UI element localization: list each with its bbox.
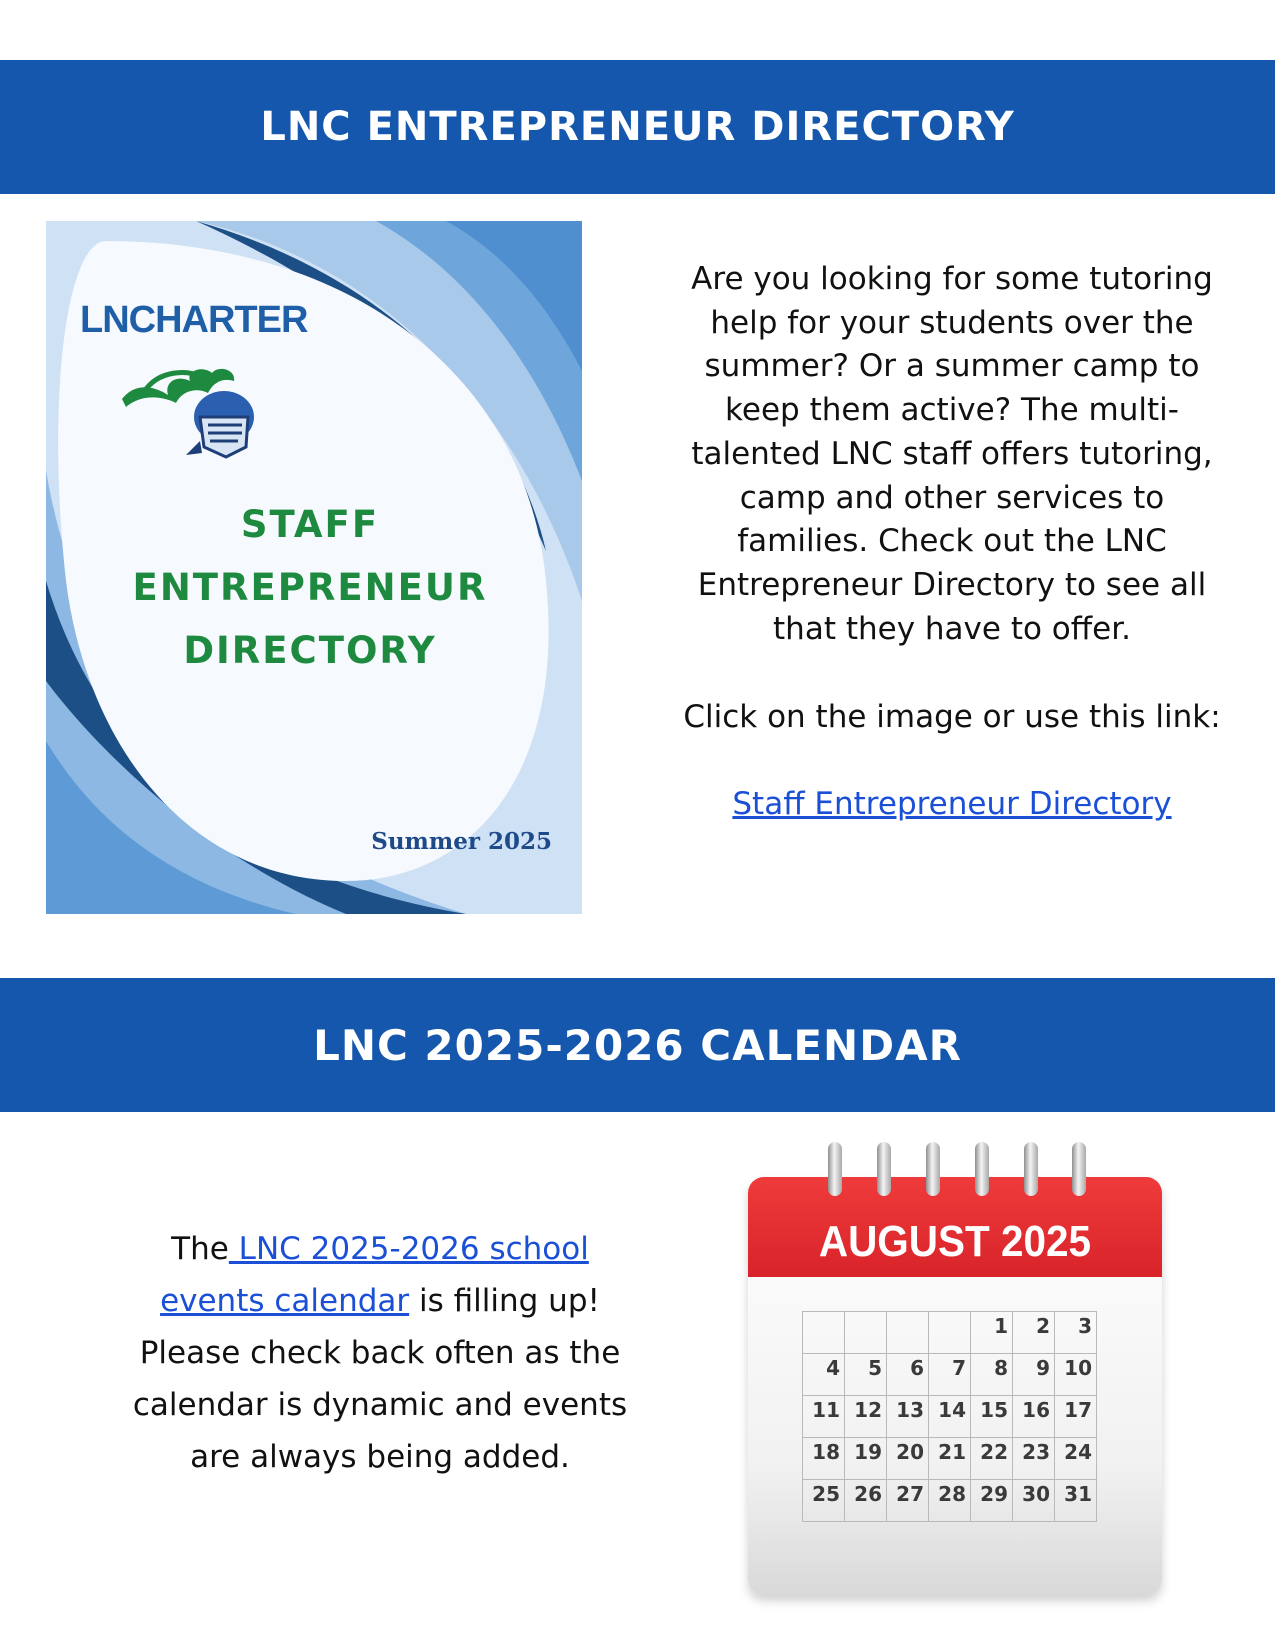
section-header-directory — [0, 60, 1275, 194]
directory-link-container — [672, 783, 1232, 826]
calendar-day-cell — [887, 1312, 929, 1354]
text-line: Please check back often as the — [139, 1335, 621, 1371]
calendar-graphic — [740, 1142, 1170, 1602]
text-line — [100, 1223, 660, 1275]
calendar-day-cell: 24 — [1055, 1438, 1097, 1480]
calendar-day-grid — [802, 1311, 1097, 1522]
calendar-day-cell: 27 — [887, 1480, 929, 1522]
calendar-day-cell: 6 — [887, 1354, 929, 1396]
binder-ring-icon — [828, 1142, 842, 1196]
calendar-day-cell: 4 — [803, 1354, 845, 1396]
calendar-day-cell: 18 — [803, 1438, 845, 1480]
text-line: camp and other services to — [739, 479, 1165, 516]
calendar-week-row — [803, 1312, 1097, 1354]
calendar-week-row — [803, 1396, 1097, 1438]
calendar-day-cell: 5 — [845, 1354, 887, 1396]
text-line: that they have to offer. — [773, 610, 1131, 647]
calendar-day-cell: 11 — [803, 1396, 845, 1438]
directory-description — [672, 258, 1232, 651]
knight-helmet-icon — [116, 351, 276, 461]
binder-ring-icon — [877, 1142, 891, 1196]
calendar-day-cell: 19 — [845, 1438, 887, 1480]
text-line: keep them active? The multi- — [725, 392, 1179, 429]
calendar-day-cell: 30 — [1013, 1480, 1055, 1522]
calendar-day-cell: 26 — [845, 1480, 887, 1522]
text-line: Are you looking for some tutoring — [691, 261, 1213, 297]
school-events-calendar-link[interactable]: LNC 2025-2026 school — [228, 1231, 589, 1267]
calendar-day-cell — [803, 1312, 845, 1354]
calendar-month-label: AUGUST 2025 — [818, 1217, 1092, 1266]
calendar-day-cell: 10 — [1055, 1354, 1097, 1396]
section-heading: LNC 2025-2026 CALENDAR — [313, 1020, 962, 1070]
text-line: are always being added. — [190, 1439, 570, 1475]
directory-cover-image[interactable] — [46, 221, 582, 914]
calendar-week-row — [803, 1438, 1097, 1480]
calendar-day-cell: 15 — [971, 1396, 1013, 1438]
calendar-day-cell: 8 — [971, 1354, 1013, 1396]
staff-entrepreneur-directory-link[interactable]: Staff Entrepreneur Directory — [732, 786, 1172, 822]
binder-ring-icon — [975, 1142, 989, 1196]
text-line — [100, 1275, 660, 1327]
section-header-calendar — [0, 978, 1275, 1112]
calendar-day-cell — [845, 1312, 887, 1354]
text-line: talented LNC staff offers tutoring, — [691, 435, 1213, 472]
directory-cta-text: Click on the image or use this link: — [683, 699, 1221, 735]
calendar-day-cell: 31 — [1055, 1480, 1097, 1522]
text-line: summer? Or a summer camp to — [704, 348, 1200, 385]
cover-title-line: DIRECTORY — [183, 629, 437, 672]
calendar-day-cell: 17 — [1055, 1396, 1097, 1438]
calendar-description — [100, 1223, 660, 1483]
calendar-day-cell: 7 — [929, 1354, 971, 1396]
text-line: Entrepreneur Directory to see all — [697, 566, 1207, 603]
calendar-day-cell: 23 — [1013, 1438, 1055, 1480]
binder-ring-icon — [1024, 1142, 1038, 1196]
calendar-week-row — [803, 1354, 1097, 1396]
calendar-day-cell: 13 — [887, 1396, 929, 1438]
binder-ring-icon — [926, 1142, 940, 1196]
calendar-week-row — [803, 1480, 1097, 1522]
calendar-day-cell: 3 — [1055, 1312, 1097, 1354]
section-heading: LNC ENTREPRENEUR DIRECTORY — [260, 104, 1015, 150]
cover-title-line: STAFF — [240, 503, 380, 546]
calendar-day-cell: 21 — [929, 1438, 971, 1480]
cover-title-line: ENTREPRENEUR — [132, 566, 488, 609]
text-line: families. Check out the LNC — [737, 523, 1167, 560]
text-line: help for your students over the — [710, 304, 1194, 341]
calendar-day-cell: 29 — [971, 1480, 1013, 1522]
text-fragment: The — [171, 1231, 229, 1267]
calendar-day-cell: 14 — [929, 1396, 971, 1438]
cover-season-label: Summer 2025 — [371, 828, 552, 855]
calendar-day-cell: 1 — [971, 1312, 1013, 1354]
calendar-day-cell — [929, 1312, 971, 1354]
calendar-day-cell: 28 — [929, 1480, 971, 1522]
calendar-day-cell: 16 — [1013, 1396, 1055, 1438]
binder-ring-icon — [1072, 1142, 1086, 1196]
text-line: calendar is dynamic and events — [132, 1387, 628, 1423]
text-fragment: is filling up! — [409, 1283, 600, 1319]
calendar-day-cell: 22 — [971, 1438, 1013, 1480]
calendar-day-cell: 2 — [1013, 1312, 1055, 1354]
lncharter-logo: LNCHARTER — [80, 299, 308, 341]
calendar-day-cell: 20 — [887, 1438, 929, 1480]
school-events-calendar-link[interactable]: events calendar — [160, 1283, 410, 1319]
calendar-day-cell: 9 — [1013, 1354, 1055, 1396]
calendar-header — [748, 1177, 1162, 1277]
calendar-day-cell: 12 — [845, 1396, 887, 1438]
calendar-day-cell: 25 — [803, 1480, 845, 1522]
